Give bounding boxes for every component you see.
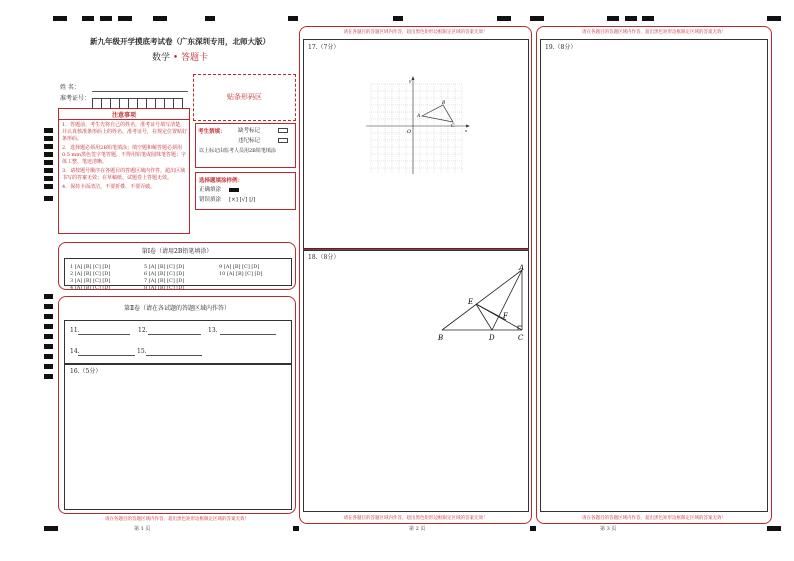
- corner-mark: [530, 526, 536, 531]
- fig18-point-b: B: [438, 334, 444, 342]
- page-number-3: 第 3 页: [600, 526, 617, 532]
- q19-label: 19.（8分）: [545, 44, 577, 51]
- q14-label: 14.: [70, 348, 80, 355]
- choice-q8[interactable]: 8 [A] [B] [C] [D]: [144, 285, 185, 291]
- q17-label: 17.（7分）: [308, 44, 340, 51]
- fig18-point-e: E: [468, 298, 474, 306]
- choice-q1[interactable]: 1 [A] [B] [C] [D]: [70, 264, 111, 270]
- choice-q5[interactable]: 5 [A] [B] [C] [D]: [144, 264, 185, 270]
- name-label: 姓 名：: [60, 84, 80, 91]
- q12-answer-line[interactable]: [148, 334, 201, 335]
- timing-mark: [44, 176, 53, 181]
- violation-label: 违纪标记: [238, 138, 261, 144]
- q19-answer-area[interactable]: [540, 39, 768, 512]
- note-item: 1．答题前，考生先将自己的姓名，准考证号填写清楚，并认真核准条形码上的姓名、准考证号，在规定位置贴好条形码。: [62, 122, 188, 142]
- fig18-point-d: D: [489, 334, 495, 342]
- choice-q3[interactable]: 3 [A] [B] [C] [D]: [70, 278, 111, 284]
- timing-mark: [44, 184, 53, 189]
- timing-mark: [607, 16, 619, 21]
- exam-status-label: 考生禁填：: [198, 129, 226, 135]
- timing-mark: [44, 136, 53, 141]
- name-field[interactable]: [92, 91, 188, 92]
- timing-mark: [44, 294, 53, 299]
- q18-figure: [434, 262, 530, 346]
- fill-sample-title: 选择题填涂样例：: [199, 178, 244, 184]
- fig17-point-b: B: [442, 101, 446, 106]
- absent-checkbox[interactable]: [278, 128, 288, 133]
- q15-answer-line[interactable]: [146, 355, 202, 356]
- timing-mark: [53, 16, 67, 21]
- corner-mark: [44, 526, 58, 531]
- timing-mark: [44, 152, 53, 157]
- timing-mark: [625, 16, 637, 21]
- timing-mark: [44, 374, 53, 379]
- wrong-fill-marks: [×] [√] [/]: [229, 197, 256, 203]
- fig17-y-label: y: [409, 78, 412, 83]
- timing-mark: [497, 16, 511, 21]
- corner-mark: [767, 526, 781, 531]
- timing-mark: [44, 344, 53, 349]
- timing-mark: [118, 16, 132, 21]
- timing-mark: [205, 16, 215, 21]
- note-item: 3．请按题号顺序在各题目的答题区域内作答，超出区域书写的答案无效；在草稿纸、试题卷上答题无效。: [62, 168, 186, 181]
- timing-mark: [767, 16, 781, 21]
- choice-q2[interactable]: 2 [A] [B] [C] [D]: [70, 271, 111, 277]
- timing-mark: [44, 334, 53, 339]
- timing-mark: [82, 16, 94, 21]
- q13-label: 13.: [208, 327, 218, 334]
- section-1-title: 第Ⅰ卷（请用2B铅笔填涂）: [141, 248, 213, 255]
- fig18-point-f: F: [503, 312, 508, 320]
- note-item: 2．选择题必须用2B铅笔填涂；填空题和解答题必须用0.5 mm黑色签字笔答题，不得用铅笔或圆珠笔答题；字体工整、笔迹清晰。: [62, 145, 187, 165]
- choice-q10[interactable]: 10 [A] [B] [C] [D]: [219, 271, 263, 277]
- notes-title: 注意事项: [111, 112, 136, 119]
- status-note: 以上标记由监考人员用2B铅笔填涂: [199, 148, 276, 154]
- answer-card-label: 答题卡: [181, 53, 209, 63]
- timing-mark: [100, 16, 112, 21]
- q11-label: 11.: [70, 327, 80, 334]
- timing-mark: [44, 354, 53, 359]
- timing-mark: [44, 324, 53, 329]
- choice-q6[interactable]: 6 [A] [B] [C] [D]: [144, 271, 185, 277]
- choice-q9[interactable]: 9 [A] [B] [C] [D]: [219, 264, 260, 270]
- correct-fill-sample: [229, 188, 239, 192]
- subject-dot: •: [172, 53, 179, 63]
- wrong-fill-label: 错误填涂: [199, 197, 222, 203]
- timing-mark: [44, 314, 53, 319]
- page-number-2: 第 2 页: [409, 526, 426, 532]
- timing-mark: [44, 364, 53, 369]
- q16-label: 16.（5分）: [70, 368, 102, 375]
- choice-q7[interactable]: 7 [A] [B] [C] [D]: [144, 278, 185, 284]
- q15-label: 15.: [137, 348, 147, 355]
- timing-mark: [530, 16, 544, 21]
- subject-name: 数学: [151, 53, 170, 63]
- corner-mark: [293, 526, 299, 531]
- timing-mark: [288, 16, 298, 21]
- section-2-title: 第Ⅱ卷（请在各试题的答题区域内作答）: [123, 305, 231, 312]
- choice-q4[interactable]: 4 [A] [B] [C] [D]: [70, 285, 111, 291]
- fig17-x-label: x: [465, 128, 468, 133]
- notice-page-3-top: 请在各题目的答题区域内作答，超出黑色矩形边框限定区域的答案无效！: [582, 30, 726, 35]
- timing-mark: [44, 128, 53, 133]
- fig17-origin-label: O: [407, 129, 412, 135]
- fill-blank-area: [64, 320, 292, 364]
- q14-answer-line[interactable]: [78, 355, 135, 356]
- fig17-point-c: C: [451, 124, 455, 129]
- q17-figure: [366, 74, 471, 178]
- timing-mark: [44, 160, 53, 165]
- notice-page-2-top: 请在各题目的答题区域内作答，超出黑色矩形边框限定区域的答案无效！: [343, 30, 488, 35]
- timing-mark: [153, 16, 167, 21]
- notes-list: [62, 122, 187, 191]
- violation-checkbox[interactable]: [278, 138, 288, 143]
- q12-label: 12.: [138, 327, 148, 334]
- timing-mark: [393, 16, 403, 21]
- q16-answer-area[interactable]: [64, 364, 292, 510]
- fig17-point-a: A: [417, 114, 421, 119]
- fig18-point-c: C: [518, 334, 524, 342]
- q11-answer-line[interactable]: [78, 334, 130, 335]
- timing-mark: [642, 16, 654, 21]
- fig18-point-a: A: [519, 264, 525, 272]
- subject-title: [62, 50, 298, 63]
- timing-mark: [44, 304, 53, 309]
- barcode-label: 贴条形码区: [227, 93, 262, 101]
- ticket-label: 准考证号：: [60, 95, 91, 102]
- absent-label: 缺考标记: [238, 128, 261, 134]
- timing-mark: [44, 144, 53, 149]
- q18-label: 18.（8分）: [308, 254, 340, 261]
- page-number-1: 第 1 页: [134, 526, 151, 532]
- exam-title: 新九年级开学摸底考试卷（广东深圳专用，北师大版）: [90, 37, 270, 46]
- note-item: 4．保持卡面清洁，不要折叠、不要弄破。: [62, 184, 156, 190]
- timing-mark: [44, 196, 53, 201]
- q13-answer-line[interactable]: [220, 334, 276, 335]
- notice-page-1: 请在各题目的答题区域内作答，超出黑色矩形边框限定区域的答案无效！: [105, 517, 249, 522]
- correct-fill-label: 正确填涂: [199, 187, 222, 193]
- timing-mark: [44, 168, 53, 173]
- notice-page-2-bottom: 请在各题目的答题区域内作答，超出黑色矩形边框限定区域的答案无效！: [343, 516, 488, 521]
- notice-page-3-bottom: 请在各题目的答题区域内作答，超出黑色矩形边框限定区域的答案无效！: [582, 516, 726, 521]
